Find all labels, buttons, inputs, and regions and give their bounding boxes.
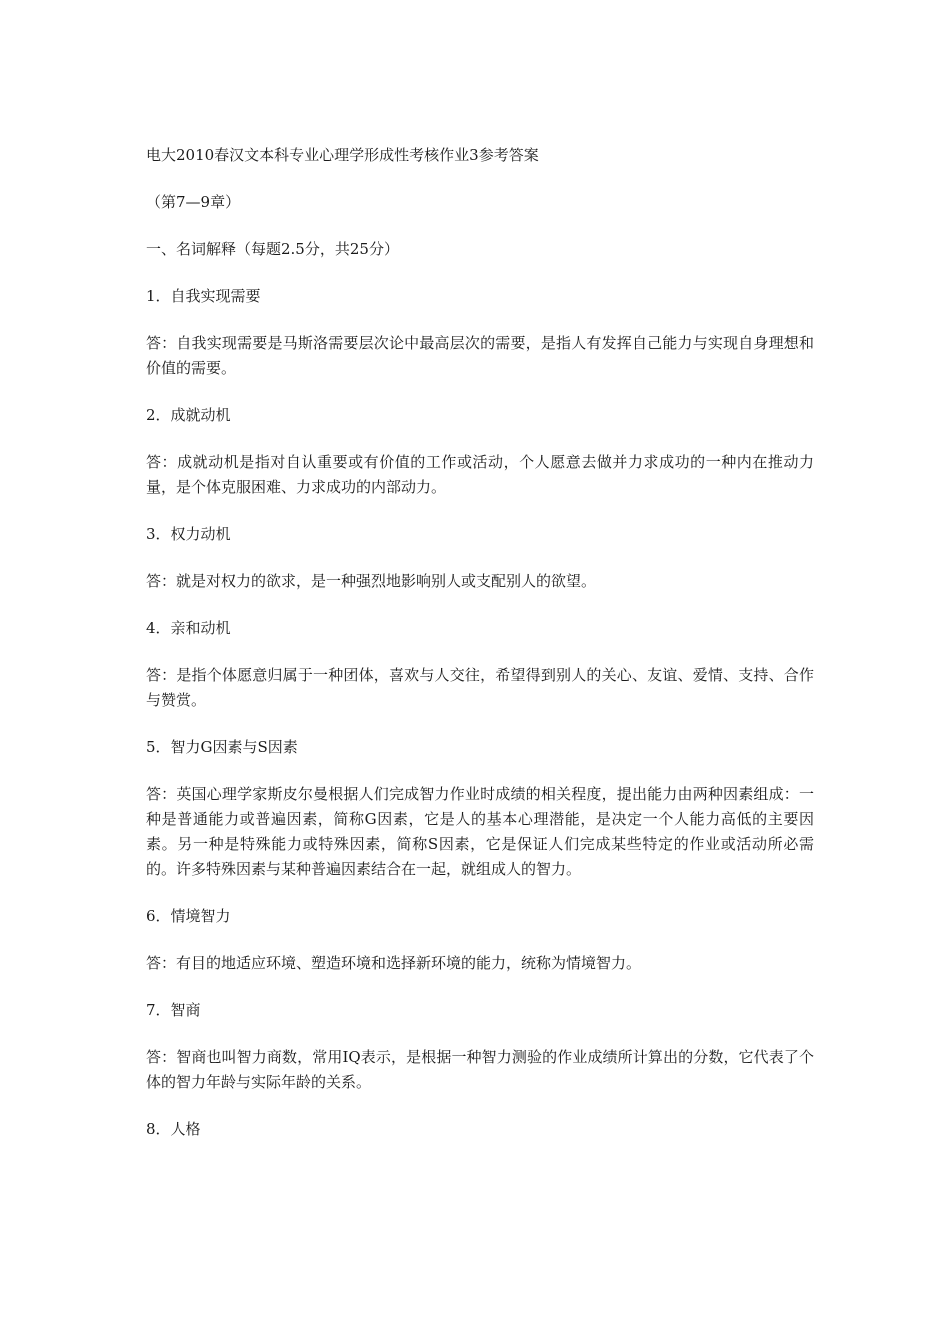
term-answer: 答：就是对权力的欲求，是一种强烈地影响别人或支配别人的欲望。 [146, 572, 597, 590]
term-heading: 4．亲和动机 [146, 619, 231, 637]
term-heading: 2．成就动机 [146, 406, 231, 424]
term-answer: 答：自我实现需要是马斯洛需要层次论中最高层次的需要，是指人有发挥自己能力与实现自身理想和价值的需要。 [146, 334, 814, 377]
document-title: 电大2010春汉文本科专业心理学形成性考核作业3参考答案 [146, 146, 539, 164]
term-heading: 8．人格 [146, 1120, 201, 1138]
term-heading: 5．智力G因素与S因素 [146, 738, 298, 756]
term-heading: 6．情境智力 [146, 907, 231, 925]
term-answer: 答：智商也叫智力商数，常用IQ表示，是根据一种智力测验的作业成绩所计算出的分数，它代表了个体的智力年龄与实际年龄的关系。 [146, 1048, 814, 1091]
term-answer: 答：英国心理学家斯皮尔曼根据人们完成智力作业时成绩的相关程度，提出能力由两种因素组成：一种是普通能力或普遍因素，简称G因素，它是人的基本心理潜能，是决定一个人能力高低的主要因素。另一种是特殊能力或特殊因素，简称S因素，它是保证人们完成某些特定的作业或活动所必需的。许多特殊因素与某种普遍因素结合在一起，就组成人的智力。 [146, 785, 814, 878]
term-answer: 答：成就动机是指对自认重要或有价值的工作或活动，个人愿意去做并力求成功的一种内在推动力量，是个体克服困难、力求成功的内部动力。 [146, 453, 814, 496]
term-answer: 答：有目的地适应环境、塑造环境和选择新环境的能力，统称为情境智力。 [146, 954, 642, 972]
term-heading: 3．权力动机 [146, 525, 231, 543]
term-answer: 答：是指个体愿意归属于一种团体，喜欢与人交往，希望得到别人的关心、友谊、爱情、支持、合作与赞赏。 [146, 666, 814, 709]
term-heading: 7．智商 [146, 1001, 201, 1019]
chapter-range: （第7—9章） [146, 193, 241, 211]
section-heading: 一、名词解释（每题2.5分，共25分） [146, 240, 399, 258]
term-heading: 1．自我实现需要 [146, 287, 261, 305]
document-page [146, 143, 814, 1142]
